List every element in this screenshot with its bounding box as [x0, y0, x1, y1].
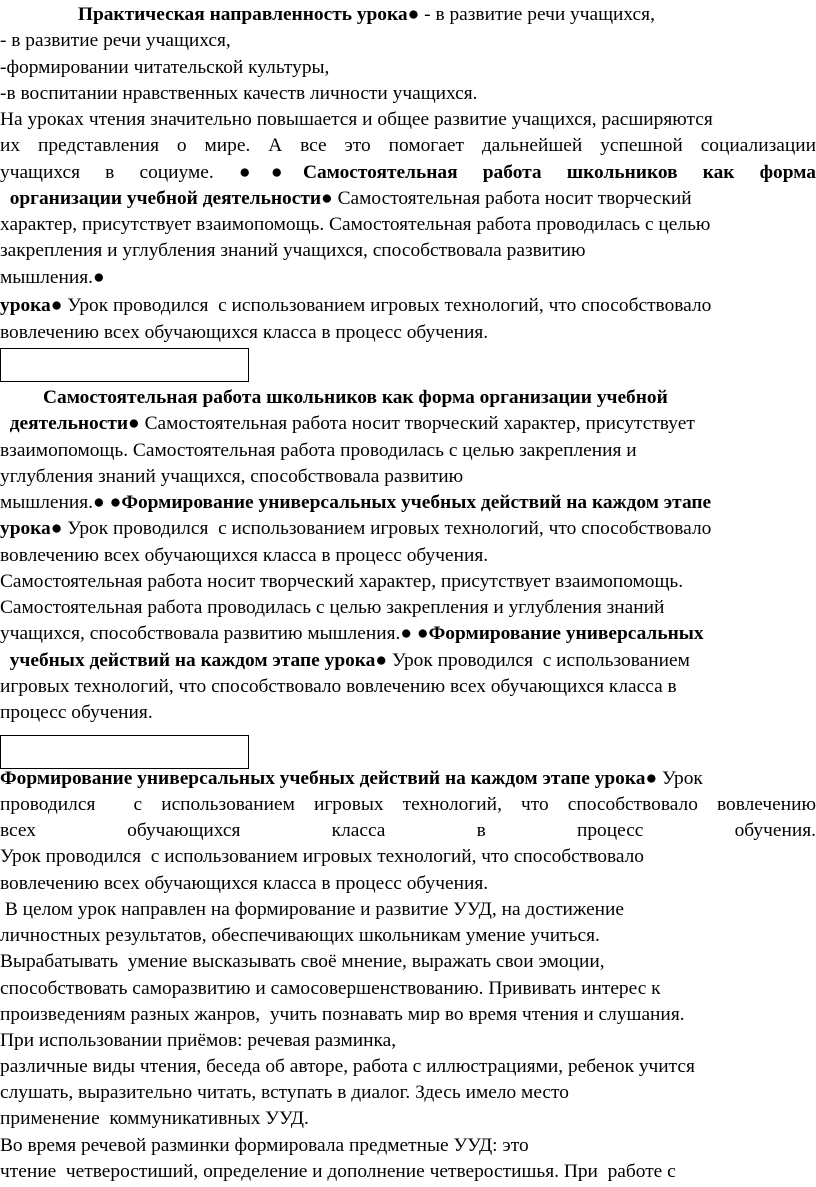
text-line — [0, 1028, 816, 1054]
text-line — [0, 595, 816, 621]
body-text: закрепления и углубления знаний учащихся, способствовала развитию — [0, 240, 586, 261]
empty-frame — [0, 735, 249, 769]
bold-heading-text: учебных действий на каждом этапе урока● — [9, 650, 388, 671]
text-line — [0, 923, 816, 949]
bold-heading-text: Практическая направленность урока● — [77, 4, 420, 25]
body-text: Урок проводился с использованием игровых технологий, что способствовало — [62, 518, 712, 539]
text-line — [0, 871, 816, 897]
text-line — [0, 976, 816, 1002]
body-text: Урок проводился с использованием игровых технологий, что способствовало — [62, 295, 712, 316]
body-text: способствовать саморазвитию и самосовершенствованию. Прививать интерес к — [0, 978, 661, 999]
bold-heading-text: Формирование универсальных учебных действий на каждом этапе — [121, 492, 712, 513]
text-line — [0, 621, 816, 647]
text-line — [0, 700, 816, 726]
text-line — [0, 55, 816, 81]
text-line — [0, 81, 816, 107]
text-line — [43, 385, 816, 411]
text-line — [0, 438, 816, 464]
text-line — [0, 569, 816, 595]
bold-heading-text: урока● — [0, 518, 63, 539]
bold-heading-text: Формирование универсальных — [428, 623, 704, 644]
body-text: процесс обучения. — [0, 702, 153, 723]
text-line — [0, 464, 816, 490]
text-line — [0, 1106, 816, 1132]
body-text: проводился с использованием игровых технологий, что способствовало вовлечению — [0, 794, 816, 815]
text-line — [73, 2, 816, 28]
text-line — [0, 516, 816, 542]
bold-heading-text: урока● — [0, 295, 63, 316]
body-text: слушать, выразительно читать, вступать в диалог. Здесь имело место — [0, 1082, 569, 1103]
body-text: игровых технологий, что способствовало вовлечению всех обучающихся класса в — [0, 676, 677, 697]
body-text: - в развитие речи учащихся, — [0, 30, 231, 51]
body-text: учащихся в социуме. ●● — [0, 162, 303, 183]
text-line — [0, 238, 816, 264]
body-text: -формировании читательской культуры, — [0, 57, 330, 78]
body-text: Самостоятельная работа проводилась с целью закрепления и углубления знаний — [0, 597, 665, 618]
text-line — [0, 648, 816, 674]
body-text: вовлечению всех обучающихся класса в процесс обучения. — [0, 545, 489, 566]
text-line — [0, 766, 816, 792]
text-line — [0, 949, 816, 975]
body-text — [0, 188, 10, 209]
body-text: углубления знаний учащихся, способствовала развитию — [0, 466, 464, 487]
text-line — [0, 1159, 816, 1185]
text-line — [0, 320, 816, 346]
text-line — [0, 543, 816, 569]
text-line — [0, 897, 816, 923]
body-text: На уроках чтения значительно повышается и общее развитие учащихся, расширяются — [0, 109, 713, 130]
body-text: произведениям разных жанров, учить познавать мир во время чтения и слушания. — [0, 1004, 685, 1025]
text-line — [0, 1054, 816, 1080]
text-line — [0, 28, 816, 54]
body-text: различные виды чтения, беседа об авторе, работа с иллюстрациями, ребенок учится — [0, 1056, 695, 1077]
body-text: вовлечению всех обучающихся класса в процесс обучения. — [0, 322, 489, 343]
text-line — [0, 265, 816, 291]
bold-heading-text: деятельности● — [9, 413, 140, 434]
text-line — [0, 490, 816, 516]
text-line — [0, 133, 816, 159]
bold-heading-text: Самостоятельная работа школьников как форма — [302, 162, 816, 183]
text-line — [0, 107, 816, 133]
body-text: - в развитие речи учащихся, — [419, 4, 655, 25]
body-text: Вырабатывать умение высказывать своё мнение, выражать свои эмоции, — [0, 951, 605, 972]
body-text: учащихся, способствовала развитию мышления.● ● — [0, 623, 429, 644]
body-text: характер, присутствует взаимопомощь. Самостоятельная работа проводилась с целью — [0, 214, 711, 235]
body-text: Самостоятельная работа носит творческий характер, присутствует взаимопомощь. — [0, 571, 684, 592]
text-line — [0, 792, 816, 818]
body-text: В целом урок направлен на формирование и развитие УУД, на достижение — [0, 899, 625, 920]
body-text: Урок проводился с использованием — [387, 650, 690, 671]
body-text: вовлечению всех обучающихся класса в процесс обучения. — [0, 873, 489, 894]
body-text — [0, 413, 10, 434]
body-text: Урок — [657, 768, 703, 789]
body-text: применение коммуникативных УУД. — [0, 1108, 309, 1129]
body-text: Самостоятельная работа носит творческий — [332, 188, 692, 209]
text-line — [0, 674, 816, 700]
text-line — [0, 1080, 816, 1106]
text-line — [0, 293, 816, 319]
bold-heading-text: организации учебной деятельности● — [9, 188, 333, 209]
bold-heading-text: Формирование универсальных учебных действий на каждом этапе урока● — [0, 768, 658, 789]
text-line — [0, 844, 816, 870]
text-line — [0, 160, 816, 186]
body-text: Во время речевой разминки формировала предметные УУД: это — [0, 1135, 529, 1156]
body-text: мышления.● — [0, 267, 105, 288]
empty-frame — [0, 348, 249, 382]
body-text: всех обучающихся класса в процесс обучения. — [0, 820, 816, 841]
body-text: При использовании приёмов: речевая разминка, — [0, 1030, 397, 1051]
body-text: -в воспитании нравственных качеств личности учащихся. — [0, 83, 478, 104]
bold-heading-text: Самостоятельная работа школьников как форма организации учебной — [43, 387, 668, 408]
body-text: личностных результатов, обеспечивающих школьникам умение учиться. — [0, 925, 600, 946]
text-line — [0, 212, 816, 238]
body-text: взаимопомощь. Самостоятельная работа проводилась с целью закрепления и — [0, 440, 637, 461]
text-line — [0, 1002, 816, 1028]
body-text: мышления.● ● — [0, 492, 122, 513]
body-text: их представления о мире. А все это помогает дальнейшей успешной социализации — [0, 135, 816, 156]
text-line — [0, 818, 816, 844]
text-line — [0, 411, 816, 437]
body-text: чтение четверостиший, определение и дополнение четверостишья. При работе с — [0, 1161, 676, 1182]
text-line — [0, 1133, 816, 1159]
body-text — [0, 650, 10, 671]
body-text: Урок проводился с использованием игровых технологий, что способствовало — [0, 846, 644, 867]
body-text: Самостоятельная работа носит творческий характер, присутствует — [139, 413, 695, 434]
text-line — [0, 186, 816, 212]
